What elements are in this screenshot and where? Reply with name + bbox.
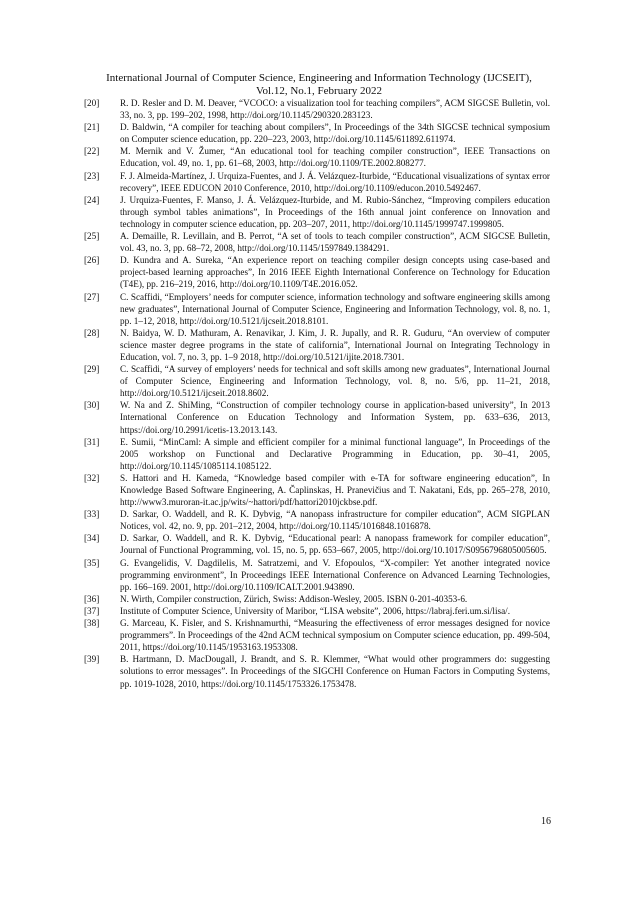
reference-number: [20] (84, 98, 100, 108)
reference-item (84, 363, 550, 399)
reference-text: D. Kundra and A. Sureka, “An experience report on teaching compiler design concepts using case-based and project-based learning approaches”, In 2016 IEEE Eighth International Conference on Technology for Education (T4E), pp. 216–219, 2016, http://doi.org/10.1109/T4E.2016.052. (120, 255, 550, 290)
reference-text: N. Wirth, Compiler construction, Zürich, Swiss: Addison-Wesley, 2005. ISBN 0-201-40353-6. (120, 593, 468, 604)
reference-item (84, 532, 550, 556)
reference-text: M. Mernik and V. Žumer, “An educational tool for teaching compiler construction”, IEEE Transactions on Education, vol. 49, no. 1, pp. 61–68, 2003, http://doi.org/10.1109/TE.2002.808277. (120, 146, 550, 169)
reference-text: A. Demaille, R. Levillain, and B. Perrot, “A set of tools to teach compiler construction”, ACM SIGCSE Bulletin, vol. 43, no. 3, pp. 68–72, 2008, http://doi.org/10.1145/1597849.1384291. (120, 231, 550, 254)
reference-item (84, 254, 550, 290)
reference-text: G. Marceau, K. Fisler, and S. Krishnamurthi, “Measuring the effectiveness of error messages designed for novice programmers”. In Proceedings of the 42nd ACM technical symposium on Computer science education, pp. 499-504, 2011, https://doi.org/10.1145/1953163.1953308. (120, 618, 550, 653)
reference-number: [27] (84, 291, 100, 302)
reference-number: [31] (84, 436, 100, 447)
reference-number: [29] (84, 364, 100, 375)
reference-item (84, 605, 550, 617)
reference-text: N. Baidya, W. D. Mathuram, A. Renavikar, J. Kim, J. R. Jupally, and R. R. Guduru, “An overview of computer science master degree programs in the state of california”, International Journal on Integrating Technology in Education, vol. 7, no. 3, pp. 1–9 2018, http://doi.org/10.5121/ijite.2018.7301. (120, 327, 550, 362)
reference-item (84, 327, 550, 363)
reference-item (84, 194, 550, 230)
reference-number: [32] (84, 472, 100, 483)
reference-number: [23] (84, 170, 100, 181)
reference-number: [26] (84, 255, 100, 266)
reference-item (84, 508, 550, 532)
journal-header-line2: Vol.12, No.1, February 2022 (256, 85, 382, 97)
reference-text: D. Sarkar, O. Waddell, and R. K. Dybvig, “A nanopass infrastructure for compiler education”, ACM SIGPLAN Notices, vol. 42, no. 9, pp. 201–212, 2004, http://doi.org/10.1145/1016848.1016878. (120, 509, 550, 532)
reference-item (84, 653, 550, 689)
page-number: 16 (541, 816, 551, 827)
reference-item (84, 291, 550, 327)
journal-header (0, 72, 638, 98)
reference-number: [22] (84, 146, 100, 157)
reference-list (84, 97, 550, 690)
reference-item (84, 557, 550, 593)
reference-number: [37] (84, 605, 100, 616)
reference-number: [30] (84, 400, 100, 411)
reference-text: Institute of Computer Science, University of Maribor, “LISA website”, 2006, https://labraj.feri.um.si/lisa/. (120, 605, 511, 616)
reference-text: C. Scaffidi, “Employers’ needs for computer science, information technology and software engineering skills among new graduates”, International Journal of Computer Science, Engineering and Information Technology, vol. 8, no. 1, pp. 1–12, 2018, http://doi.org/10.5121/ijcseit.2018.8101. (120, 291, 550, 326)
reference-item (84, 97, 550, 121)
reference-number: [33] (84, 509, 100, 520)
reference-item (84, 399, 550, 435)
reference-item (84, 230, 550, 254)
reference-text: B. Hartmann, D. MacDougall, J. Brandt, and S. R. Klemmer, “What would other programmers do: suggesting solutions to error messages”. In Proceedings of the SIGCHI Conference on Human Factors in Computing Systems, pp. 1019-1028, 2010, https://doi.org/10.1145/1753326.1753478. (120, 654, 550, 689)
reference-number: [21] (84, 122, 100, 133)
reference-text: S. Hattori and H. Kameda, “Knowledge based compiler with e-TA for software engineering education”, In Knowledge Based Software Engineering, A. Čaplinskas, H. Pranevičius and T. Nakatani, Eds, pp. 265–278, 2010, http://www3.muroran-it.ac.jp/wits/~hattori/pdf/hattori2010jckbse.pdf. (120, 472, 550, 508)
reference-item (84, 170, 550, 194)
reference-number: [24] (84, 194, 100, 205)
reference-number: [36] (84, 593, 100, 604)
reference-item (84, 436, 550, 472)
reference-text: W. Na and Z. ShiMing, “Construction of compiler technology course in application-based university”, In 2013 International Conference on Education Technology and Information System, pp. 633–636, 2013, https://doi.org/10.2991/icetis-13.2013.143. (120, 400, 550, 435)
reference-item (84, 145, 550, 169)
reference-number: [28] (84, 327, 100, 338)
reference-text: D. Baldwin, “A compiler for teaching about compilers”, In Proceedings of the 34th SIGCSE technical symposium on Computer science education, pp. 220–223, 2003, http://doi.org/10.1145/611892.611974. (120, 122, 550, 145)
reference-item (84, 121, 550, 145)
reference-number: [34] (84, 533, 100, 544)
reference-item (84, 617, 550, 653)
reference-number: [25] (84, 231, 100, 242)
reference-number: [38] (84, 618, 100, 629)
reference-text: G. Evangelidis, V. Dagdilelis, M. Satratzemi, and V. Efopoulos, “X-compiler: Yet another integrated novice programming environment”, In Proceedings IEEE International Conference on Advanced Learning Technologies, pp. 166–169. 2001, http://doi.org/10.1109/ICALT.2001.943890. (120, 557, 550, 592)
reference-text: D. Sarkar, O. Waddell, and R. K. Dybvig, “Educational pearl: A nanopass framework for compiler education”, Journal of Functional Programming, vol. 15, no. 5, pp. 653–667, 2005, http://doi.org/10.1017/S0956796805005605. (120, 533, 550, 556)
reference-number: [39] (84, 654, 100, 665)
reference-item (84, 593, 550, 605)
reference-text: J. Urquiza-Fuentes, F. Manso, J. Á. Velázquez-Iturbide, and M. Rubio-Sánchez, “Improving compilers education through symbol tables animations”, In Proceedings of the 16th annual joint conference on Innovation and technology in computer science education, pp. 203–207, 2011, http://doi.org/10.1145/1999747.1999805. (120, 194, 550, 229)
reference-number: [35] (84, 557, 100, 568)
reference-text: E. Sumii, “MinCaml: A simple and efficient compiler for a minimal functional language”, In Proceedings of the 2005 workshop on Functional and Declarative Programming in Education, pp. 30–41, 2005, http://doi.org/10.1145/1085114.1085122. (120, 436, 550, 471)
reference-item (84, 472, 550, 508)
reference-text: F. J. Almeida-Martínez, J. Urquiza-Fuentes, and J. Á. Velázquez-Iturbide, “Educational visualizations of syntax error recovery”, IEEE EDUCON 2010 Conference, 2010, http://doi.org/10.1109/educon.2010.5492467. (120, 170, 550, 193)
reference-text: C. Scaffidi, “A survey of employers’ needs for technical and soft skills among new graduates”, International Journal of Computer Science, Engineering and Information Technology, vol. 8, no. 5/6, pp. 11–21, 2018, http://doi.org/10.5121/ijcseit.2018.8602. (120, 364, 550, 399)
journal-header-line1: International Journal of Computer Science, Engineering and Information Technology (IJCSEIT), (106, 72, 532, 84)
reference-text: R. D. Resler and D. M. Deaver, “VCOCO: a visualization tool for teaching compilers”, ACM SIGCSE Bulletin, vol. 33, no. 3, pp. 199–202, 1998, http://doi.org/10.1145/290320.283123. (120, 98, 550, 121)
